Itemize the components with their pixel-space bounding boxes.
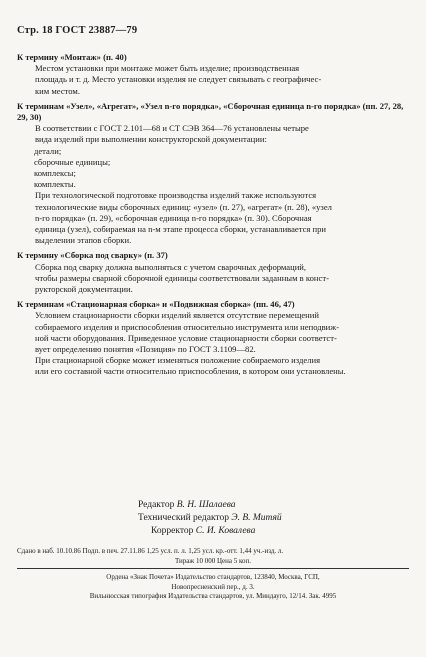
publisher-block [17, 573, 409, 602]
text-line: технологические виды сборочных единиц: «узел» (п. 27), «агрегат» (п. 28), «узел [35, 201, 332, 212]
text-line: ким местом. [35, 85, 81, 96]
publisher-line: Новопресненский пер., д. 3. [171, 582, 255, 591]
publisher-line: Вильнюсская типография Издательства стандартов, ул. Миндауго, 12/14. Зак. 4995 [89, 592, 337, 601]
text-line: рукторской документации. [35, 284, 133, 295]
text-line: Условием стационарности сборки изделий является отсутствие перемещений [35, 310, 319, 321]
text-line: единица (узел), собираемая на n-м этапе процесса сборки, устанавливается при [35, 224, 327, 235]
publisher-line: Ордена «Знак Почета» Издательство стандартов, 123840, Москва, ГСП, [106, 573, 320, 581]
text-line: При стационарной сборке может изменяться положение собираемого изделия [35, 355, 321, 366]
document-types-list [17, 146, 409, 191]
section-heading: К термину «Монтаж» (п. 40) [17, 52, 127, 62]
editor-name: Э. В. Митяй [231, 513, 282, 524]
text-line: В соответствии с ГОСТ 2.101—68 и СТ СЭВ 364—76 установлены четыре [35, 123, 309, 134]
section-heading: К терминам «Стационарная сборка» и «Подвижная сборка» (пп. 46, 47) [17, 299, 295, 310]
section-paragraph [17, 63, 409, 97]
list-item: комплекты. [34, 179, 76, 190]
section-paragraph [17, 355, 409, 377]
text-line: При технологической подготовке производства изделий также используются [35, 190, 317, 201]
editors-block [138, 499, 282, 539]
list-item: комплексы; [34, 168, 76, 179]
editor-row [138, 512, 282, 525]
text-line: вует определению понятия «Позиция» по ГОСТ 3.1109—82. [35, 344, 256, 355]
text-line: собираемого изделия и приспособления относительно инструмента или неподвиж- [35, 321, 340, 332]
text-line: вида изделий при выполнении конструкторской документации: [35, 134, 267, 145]
section-paragraph [17, 262, 409, 296]
editor-row [138, 525, 282, 538]
text-line: площадь и т. д. Место установки изделия не следует связывать с географичес- [35, 74, 322, 85]
text-line: Местом установки при монтаже может быть изделие; производственная [35, 63, 300, 74]
list-item: детали; [34, 145, 62, 156]
text-line: n-го порядка» (п. 29), «сборочная единица n-го порядка» (п. 30). Сборочная [35, 212, 312, 223]
text-line: чтобы размеры сварной сборочной единицы соответствовали заданным в конст- [35, 272, 329, 283]
editor-row [138, 499, 282, 512]
text-line: выделении этапов сборки. [35, 235, 132, 246]
section-heading: К термину «Сборка под сварку» (п. 37) [17, 250, 168, 261]
text-line: или его составной части относительно приспособления, в котором они установлены. [35, 366, 346, 377]
editor-role: Технический редактор [138, 513, 229, 524]
text-line: Сборка под сварку должна выполняться с учетом сварочных деформаций, [35, 261, 307, 272]
editor-role: Корректор [151, 526, 194, 537]
section-paragraph [17, 190, 409, 246]
imprint-line: Тираж 10 000 Цена 5 коп. [174, 556, 252, 565]
editor-role: Редактор [138, 500, 175, 510]
list-item: сборочные единицы; [34, 156, 111, 167]
imprint-line: Сдано в наб. 10.10.86 Подп. в печ. 27.11.86 1,25 усл. п. л. 1,25 усл. кр.-отт. 1,44 уч.-изд. л. [17, 547, 284, 555]
divider [17, 568, 409, 569]
imprint-block [17, 547, 409, 566]
text-line: ной части оборудования. Приведенное условие стационарности сборки соответст- [35, 332, 337, 343]
section-paragraph [17, 310, 409, 355]
section-heading: К терминам «Узел», «Агрегат», «Узел n-го порядка», «Сборочная единица n-го порядка» (пп. 27, 28, 29, 30) [17, 100, 404, 123]
editor-name: В. Н. Шалаева [176, 500, 236, 510]
document-body [17, 52, 409, 378]
section-paragraph [17, 123, 409, 145]
page-header: Стр. 18 ГОСТ 23887—79 [17, 25, 138, 36]
editor-name: С. И. Ковалева [195, 526, 256, 537]
